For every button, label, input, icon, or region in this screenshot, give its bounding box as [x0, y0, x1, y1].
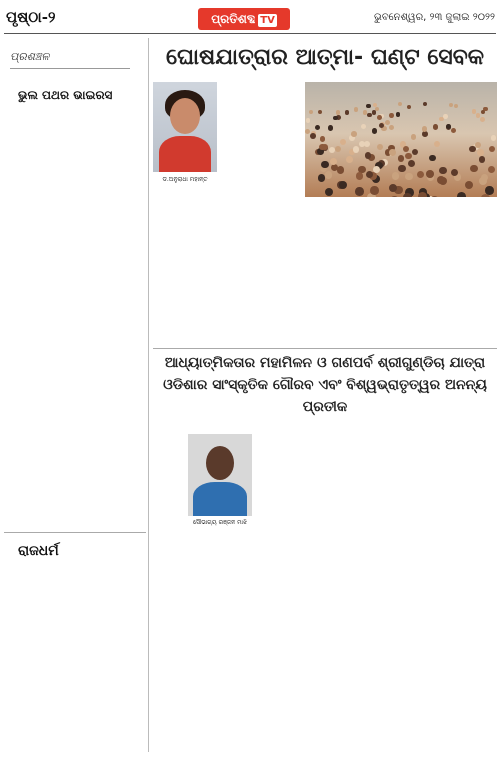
crowd-figure — [385, 120, 390, 125]
crowd-figure — [417, 171, 425, 179]
crowd-figure — [485, 186, 493, 194]
crowd-figure — [377, 115, 382, 120]
crowd-figure — [321, 161, 328, 168]
crowd-figure — [481, 110, 485, 114]
second-body-column-3 — [321, 402, 379, 752]
second-body-intro — [153, 402, 253, 432]
lead-body-column-4 — [303, 200, 363, 344]
second-body-column-5 — [443, 402, 497, 752]
crowd-figure — [318, 110, 322, 114]
crowd-figure — [356, 172, 364, 180]
crowd-figure — [411, 134, 417, 140]
crowd-figure — [465, 181, 473, 189]
issue-date: ଭୁବନେଶ୍ୱର, ୨୩ ଜୁଲାଇ ୨୦୨୨ — [373, 12, 495, 23]
crowd-figure — [325, 188, 334, 197]
crowd-figure — [346, 156, 353, 163]
crowd-figure — [439, 167, 446, 174]
crowd-figure — [353, 146, 359, 152]
crowd-figure — [408, 160, 415, 167]
crowd-figure — [389, 149, 396, 156]
crowd-figure — [339, 181, 347, 189]
lead-body-column-2 — [153, 192, 227, 344]
crowd-figure — [340, 139, 346, 145]
second-headline-line-1: ଆଧ୍ୟାତ୍ମିକତାର ମହାମିଳନ ଓ ଗଣପର୍ବ ଶ୍ରୀଗୁଣ୍ଡିଚା ଯାତ୍ରା — [164, 355, 486, 371]
second-body-column-2 — [259, 402, 317, 752]
author-photo — [153, 82, 217, 172]
crowd-figure — [454, 104, 458, 108]
crowd-figure — [405, 153, 412, 160]
crowd-figure — [412, 149, 418, 155]
second-author-photo — [188, 434, 252, 516]
second-author-caption: ସୌଭାଗ୍ୟ ରଞ୍ଜନ ମାଝି — [192, 519, 248, 526]
newspaper-logo — [198, 8, 290, 30]
crowd-figure — [315, 125, 320, 130]
article-title-bhula-pathara-virus: ଭୁଲ ପଥର ଭାଇରସ — [18, 88, 113, 102]
column-logo: ପ୍ରଶଞ୍ଚଳ — [10, 46, 130, 69]
logo-text: ପ୍ରତିଶବ୍ଦ — [211, 12, 256, 26]
crowd-figure — [398, 102, 402, 106]
crowd-figure — [364, 141, 370, 147]
article-title-rajadharma: ରାଜଧର୍ମ — [18, 543, 59, 559]
crowd-figure — [325, 171, 333, 179]
crowd-figure — [434, 141, 440, 147]
crowd-figure — [398, 165, 405, 172]
crowd-figure — [423, 102, 427, 106]
article-body-placeholder — [6, 110, 144, 528]
crowd-figure — [426, 170, 434, 178]
crowd-figure — [354, 107, 358, 111]
lead-body-column-1 — [222, 82, 302, 192]
crowd-figure — [403, 146, 409, 152]
lead-headline: ଘୋଷଯାତ୍ରାର ଆତ୍ମା- ଘଣ୍ଟ ସେବକ — [165, 45, 485, 70]
crowd-figure — [389, 113, 394, 118]
page-number-label: ପୃଷ୍ଠା-୨ — [6, 8, 56, 26]
crowd-figure — [335, 146, 341, 152]
crowd-figure — [366, 104, 370, 108]
crowd-figure — [451, 169, 459, 177]
crowd-figure — [333, 116, 338, 121]
crowd-figure — [475, 142, 481, 148]
crowd-figure — [336, 110, 340, 114]
crowd-figure — [489, 146, 495, 152]
crowd-figure — [407, 105, 411, 109]
crowd-figure — [392, 172, 400, 180]
crowd-figure — [345, 110, 349, 114]
crowd-figure — [361, 124, 366, 129]
second-body-column-4 — [383, 402, 439, 752]
crowd-figure — [398, 155, 405, 162]
second-headline-line-2: ଓଡିଶାର ସାଂସ୍କୃତିକ ଗୌରବ ଏବଂ ବିଶ୍ୱଭ୍ରାତୃତ୍ୱର ଅନନ୍ୟ ପ୍ରତୀକ — [163, 377, 487, 415]
lead-body-column-6 — [433, 200, 497, 344]
crowd-figure — [390, 196, 399, 197]
lead-body-column-3 — [231, 192, 299, 344]
logo-tv-badge: TV — [260, 15, 275, 26]
crowd-figure — [319, 144, 325, 150]
crowd-figure — [330, 158, 337, 165]
crowd-figure — [469, 146, 475, 152]
crowd-figure — [457, 192, 466, 197]
header-rule — [4, 33, 496, 34]
crowd-figure — [373, 166, 380, 173]
crowd-figure — [433, 124, 438, 129]
crowd-figure — [389, 125, 394, 130]
crowd-figure — [309, 110, 313, 114]
crowd-figure — [306, 118, 311, 123]
crowd-figure — [337, 166, 344, 173]
crowd-figure — [451, 128, 456, 133]
crowd-figure — [396, 112, 401, 117]
crowd-figure — [370, 186, 378, 194]
crowd-figure — [351, 131, 357, 137]
crowd-figure — [328, 125, 333, 130]
crowd-photo — [305, 82, 497, 197]
crowd-figure — [355, 187, 363, 195]
column-divider-left — [148, 38, 149, 752]
crowd-figure — [310, 133, 316, 139]
author-caption: ଡ.ଅନୁରାଧା ମହାନ୍ତ — [162, 176, 208, 183]
crowd-figure — [377, 144, 383, 150]
second-body-column-1 — [153, 530, 255, 752]
crowd-figure — [372, 110, 376, 114]
crowd-figure — [449, 103, 453, 107]
crowd-figure — [470, 165, 477, 172]
story-divider — [153, 348, 497, 349]
crowd-figure — [479, 156, 486, 163]
crowd-figure — [477, 149, 484, 156]
crowd-figure — [372, 128, 377, 133]
crowd-figure — [480, 117, 485, 122]
crowd-figure — [403, 193, 412, 197]
crowd-figure — [481, 174, 489, 182]
crowd-figure — [422, 126, 427, 131]
crowd-figure — [430, 196, 439, 197]
crowd-figure — [418, 192, 427, 197]
crowd-figure — [367, 113, 372, 118]
article-body-placeholder — [6, 566, 144, 752]
crowd-figure — [491, 135, 497, 141]
lead-body-column-5 — [367, 200, 429, 344]
crowd-figure — [488, 166, 495, 173]
crowd-figure — [422, 131, 428, 137]
crowd-figure — [466, 197, 475, 198]
crowd-figure — [318, 174, 326, 182]
crowd-figure — [429, 155, 436, 162]
crowd-figure — [443, 114, 448, 119]
crowd-figure — [405, 173, 413, 181]
crowd-figure — [437, 176, 445, 184]
left-column-divider — [4, 532, 146, 533]
crowd-figure — [320, 136, 326, 142]
